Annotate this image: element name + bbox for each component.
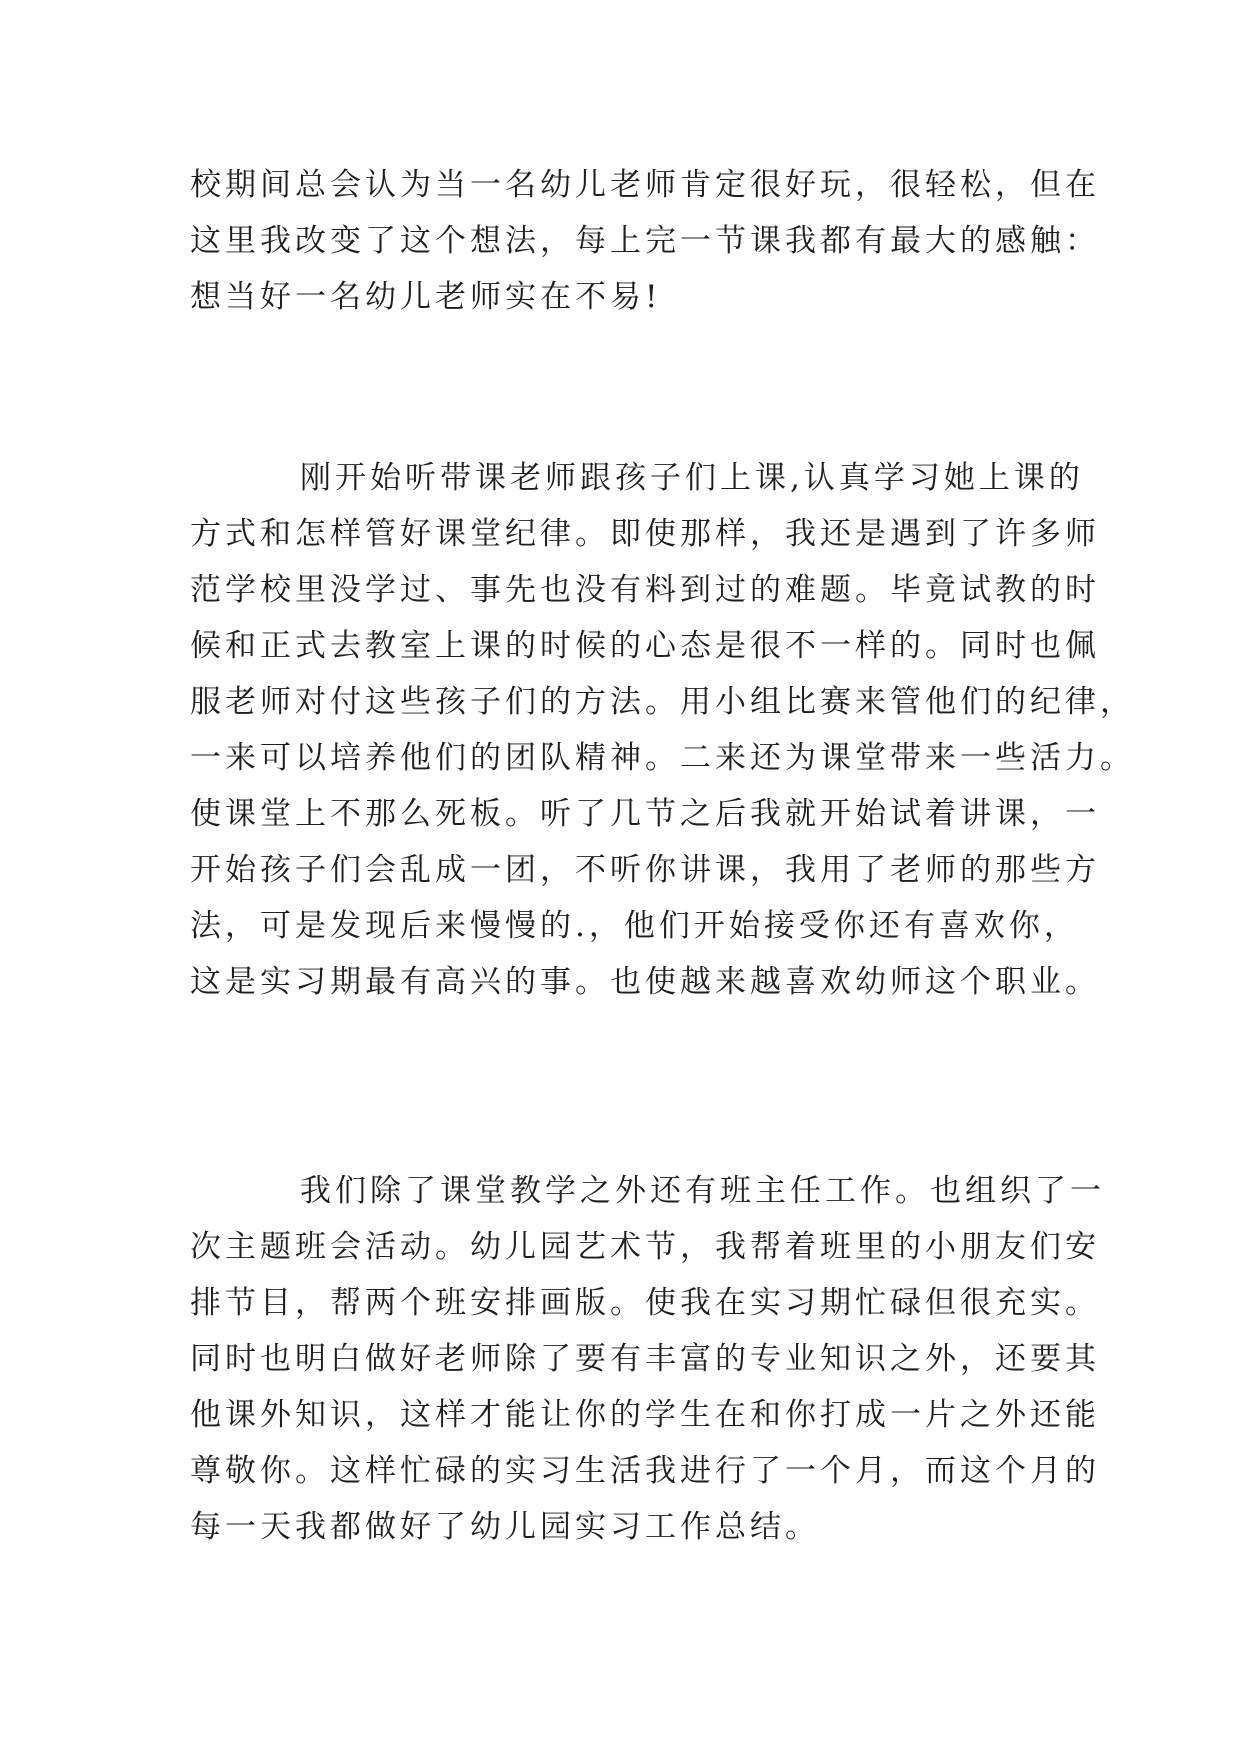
paragraph-line: 刚开始听带课老师跟孩子们上课,认真学习她上课的 xyxy=(300,460,1084,496)
paragraph-line: 使课堂上不那么死板。听了几节之后我就开始试着讲课，一 xyxy=(190,796,1100,832)
paragraph-2 xyxy=(190,450,1135,1010)
paragraph-line: 同时也明白做好老师除了要有丰富的专业知识之外，还要其 xyxy=(190,1341,1100,1377)
paragraph-line: 法，可是发现后来慢慢的.，他们开始接受你还有喜欢你， xyxy=(190,908,1079,944)
paragraph-line: 这里我改变了这个想法，每上完一节课我都有最大的感触： xyxy=(190,223,1100,259)
paragraph-line: 候和正式去教室上课的时候的心态是很不一样的。同时也佩 xyxy=(190,628,1100,664)
paragraph-line: 我们除了课堂教学之外还有班主任工作。也组织了一 xyxy=(300,1173,1105,1209)
paragraph-line: 校期间总会认为当一名幼儿老师肯定很好玩，很轻松，但在 xyxy=(190,167,1100,203)
paragraph-line: 排节目，帮两个班安排画版。使我在实习期忙碌但很充实。 xyxy=(190,1285,1100,1321)
paragraph-line: 次主题班会活动。幼儿园艺术节，我帮着班里的小朋友们安 xyxy=(190,1229,1100,1265)
paragraph-line: 想当好一名幼儿老师实在不易! xyxy=(190,279,662,315)
paragraph-line: 服老师对付这些孩子们的方法。用小组比赛来管他们的纪律， xyxy=(190,684,1135,720)
paragraph-1 xyxy=(190,157,1100,325)
paragraph-3 xyxy=(190,1163,1105,1555)
paragraph-line: 开始孩子们会乱成一团，不听你讲课，我用了老师的那些方 xyxy=(190,852,1100,888)
paragraph-line: 每一天我都做好了幼儿园实习工作总结。 xyxy=(190,1509,820,1545)
paragraph-line: 范学校里没学过、事先也没有料到过的难题。毕竟试教的时 xyxy=(190,572,1100,608)
paragraph-line: 这是实习期最有高兴的事。也使越来越喜欢幼师这个职业。 xyxy=(190,964,1100,1000)
paragraph-line: 尊敬你。这样忙碌的实习生活我进行了一个月，而这个月的 xyxy=(190,1453,1100,1489)
paragraph-line: 方式和怎样管好课堂纪律。即使那样，我还是遇到了许多师 xyxy=(190,516,1100,552)
paragraph-line: 一来可以培养他们的团队精神。二来还为课堂带来一些活力。 xyxy=(190,740,1135,776)
paragraph-line: 他课外知识，这样才能让你的学生在和你打成一片之外还能 xyxy=(190,1397,1100,1433)
